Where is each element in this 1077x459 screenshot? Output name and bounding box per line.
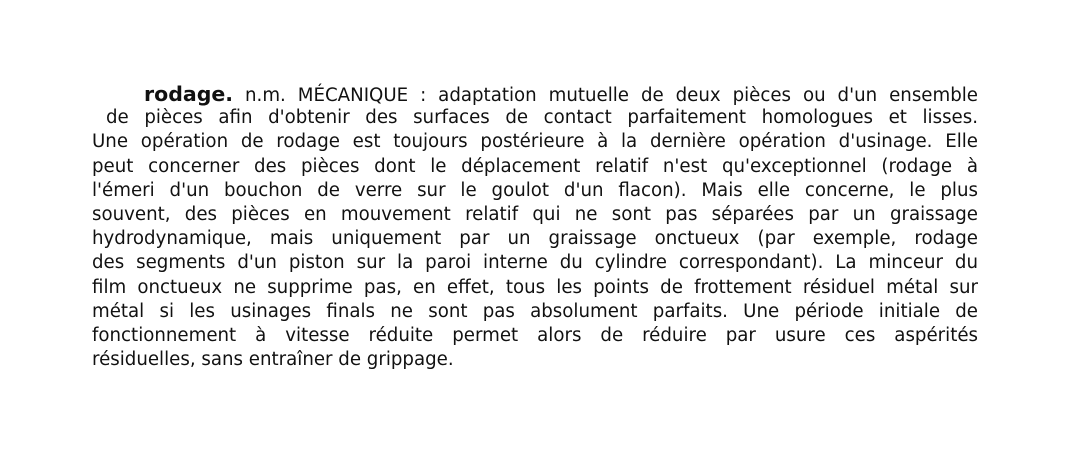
entry-line-12: résiduelles, sans entraîner de grippage.: [92, 349, 454, 371]
headword: rodage.: [144, 82, 234, 106]
entry-line-3: Une opération de rodage est toujours postérieure à la dernière opération d'usinage. Elle: [92, 131, 978, 153]
entry-line-8: des segments d'un piston sur la paroi interne du cylindre correspondant). La minceur du: [92, 252, 978, 274]
entry-line-11: fonctionnement à vitesse réduite permet alors de réduire par usure ces aspérités: [92, 324, 978, 346]
entry-line-7: hydrodynamique, mais uniquement par un graissage onctueux (par exemple, rodage: [92, 228, 978, 250]
entry-line-1: [92, 82, 978, 106]
entry-definition-start: n.m. MÉCANIQUE : adaptation mutuelle de deux pièces ou d'un ensemble: [233, 85, 978, 106]
entry-line-10: métal si les usinages finals ne sont pas absolument parfaits. Une période initiale de: [92, 300, 978, 322]
entry-line-4: peut concerner des pièces dont le déplacement relatif n'est qu'exceptionnel (rodage à: [92, 155, 978, 177]
entry-line-5: l'émeri d'un bouchon de verre sur le goulot d'un flacon). Mais elle concerne, le plus: [92, 179, 978, 201]
dictionary-entry: [92, 82, 978, 372]
entry-line-2: de pièces afin d'obtenir des surfaces de contact parfaitement homologues et lisses.: [106, 107, 978, 129]
entry-line-9: film onctueux ne supprime pas, en effet, tous les points de frottement résiduel métal sur: [92, 276, 978, 298]
entry-line-6: souvent, des pièces en mouvement relatif qui ne sont pas séparées par un graissage: [92, 203, 978, 225]
